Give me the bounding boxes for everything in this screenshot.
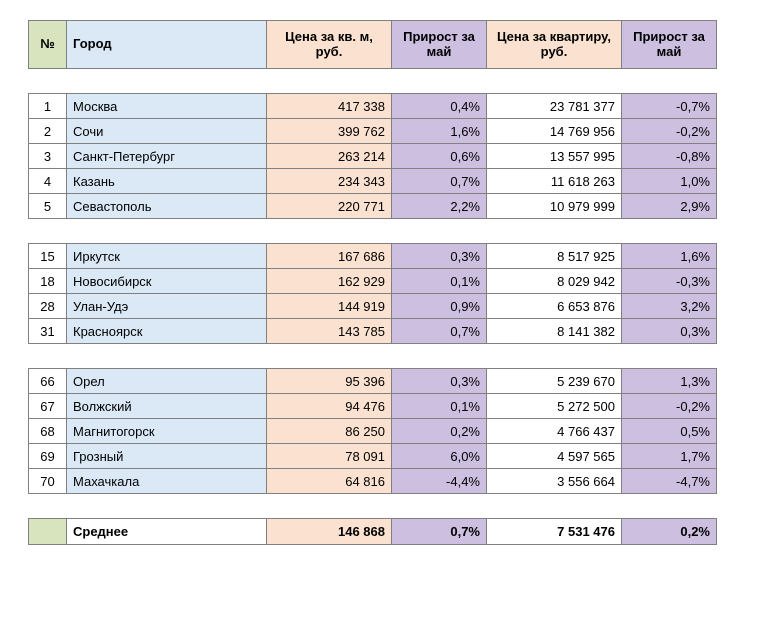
cell-price-sqm: 234 343 xyxy=(267,169,392,194)
table-row xyxy=(29,119,717,144)
cell-city: Санкт-Петербург xyxy=(67,144,267,169)
cell-growth-2: -0,2% xyxy=(622,119,717,144)
cell-price-flat: 5 272 500 xyxy=(487,394,622,419)
header-row xyxy=(29,21,717,69)
table-group-top-cities xyxy=(28,93,717,219)
cell-price-flat: 4 597 565 xyxy=(487,444,622,469)
cell-city: Иркутск xyxy=(67,244,267,269)
cell-number: 66 xyxy=(29,369,67,394)
average-cell-label: Среднее xyxy=(67,519,267,545)
cell-price-flat: 3 556 664 xyxy=(487,469,622,494)
cell-city: Волжский xyxy=(67,394,267,419)
gap-after-group-2 xyxy=(0,344,767,368)
cell-price-flat: 8 029 942 xyxy=(487,269,622,294)
table-row xyxy=(29,194,717,219)
cell-price-flat: 6 653 876 xyxy=(487,294,622,319)
header-cell-number: № xyxy=(29,21,67,69)
table-row xyxy=(29,419,717,444)
cell-number: 4 xyxy=(29,169,67,194)
cell-growth-2: 0,5% xyxy=(622,419,717,444)
cell-number: 2 xyxy=(29,119,67,144)
table-row xyxy=(29,369,717,394)
cell-city: Севастополь xyxy=(67,194,267,219)
table-row xyxy=(29,469,717,494)
table-row xyxy=(29,269,717,294)
cell-price-sqm: 64 816 xyxy=(267,469,392,494)
cell-number: 69 xyxy=(29,444,67,469)
cell-city: Махачкала xyxy=(67,469,267,494)
top-spacer xyxy=(0,0,767,20)
average-cell-price-flat: 7 531 476 xyxy=(487,519,622,545)
cell-price-sqm: 94 476 xyxy=(267,394,392,419)
cell-city: Грозный xyxy=(67,444,267,469)
cell-price-sqm: 167 686 xyxy=(267,244,392,269)
cell-number: 68 xyxy=(29,419,67,444)
cell-growth-1: -4,4% xyxy=(392,469,487,494)
cell-growth-2: 1,6% xyxy=(622,244,717,269)
cell-growth-1: 0,2% xyxy=(392,419,487,444)
cell-growth-2: 1,7% xyxy=(622,444,717,469)
cell-price-flat: 8 517 925 xyxy=(487,244,622,269)
cell-price-sqm: 417 338 xyxy=(267,94,392,119)
cell-growth-2: 3,2% xyxy=(622,294,717,319)
cell-price-flat: 11 618 263 xyxy=(487,169,622,194)
cell-number: 3 xyxy=(29,144,67,169)
cell-number: 1 xyxy=(29,94,67,119)
header-cell-city: Город xyxy=(67,21,267,69)
cell-city: Москва xyxy=(67,94,267,119)
table-row xyxy=(29,444,717,469)
cell-growth-2: -4,7% xyxy=(622,469,717,494)
cell-price-sqm: 263 214 xyxy=(267,144,392,169)
cell-price-sqm: 220 771 xyxy=(267,194,392,219)
cell-number: 31 xyxy=(29,319,67,344)
table-group-mid-cities xyxy=(28,243,717,344)
cell-growth-2: 2,9% xyxy=(622,194,717,219)
gap-after-header xyxy=(0,69,767,93)
cell-growth-1: 0,3% xyxy=(392,369,487,394)
table-row xyxy=(29,169,717,194)
header-cell-price-sqm: Цена за кв. м, руб. xyxy=(267,21,392,69)
table-group-low-cities xyxy=(28,368,717,494)
cell-number: 18 xyxy=(29,269,67,294)
table-row xyxy=(29,294,717,319)
table-row xyxy=(29,319,717,344)
average-cell-price-sqm: 146 868 xyxy=(267,519,392,545)
table-average-row xyxy=(28,518,717,545)
cell-price-flat: 8 141 382 xyxy=(487,319,622,344)
cell-growth-2: -0,3% xyxy=(622,269,717,294)
header-cell-price-flat: Цена за квартиру, руб. xyxy=(487,21,622,69)
cell-growth-2: 1,0% xyxy=(622,169,717,194)
cell-growth-1: 0,1% xyxy=(392,394,487,419)
cell-growth-1: 0,6% xyxy=(392,144,487,169)
cell-growth-1: 6,0% xyxy=(392,444,487,469)
average-cell-growth-1: 0,7% xyxy=(392,519,487,545)
cell-price-sqm: 399 762 xyxy=(267,119,392,144)
average-cell-growth-2: 0,2% xyxy=(622,519,717,545)
cell-growth-2: -0,7% xyxy=(622,94,717,119)
table-row xyxy=(29,94,717,119)
cell-price-flat: 13 557 995 xyxy=(487,144,622,169)
cell-city: Орел xyxy=(67,369,267,394)
cell-number: 70 xyxy=(29,469,67,494)
cell-price-flat: 10 979 999 xyxy=(487,194,622,219)
cell-price-flat: 14 769 956 xyxy=(487,119,622,144)
cell-number: 5 xyxy=(29,194,67,219)
cell-growth-1: 2,2% xyxy=(392,194,487,219)
header-cell-growth-may-2: Прирост за май xyxy=(622,21,717,69)
cell-city: Красноярск xyxy=(67,319,267,344)
cell-city: Новосибирск xyxy=(67,269,267,294)
cell-growth-1: 0,7% xyxy=(392,169,487,194)
cell-city: Сочи xyxy=(67,119,267,144)
table-header xyxy=(28,20,717,69)
gap-after-group-1 xyxy=(0,219,767,243)
cell-city: Магнитогорск xyxy=(67,419,267,444)
cell-price-sqm: 78 091 xyxy=(267,444,392,469)
cell-growth-2: 1,3% xyxy=(622,369,717,394)
cell-price-flat: 23 781 377 xyxy=(487,94,622,119)
cell-growth-1: 0,9% xyxy=(392,294,487,319)
cell-growth-1: 0,1% xyxy=(392,269,487,294)
cell-growth-2: 0,3% xyxy=(622,319,717,344)
cell-price-flat: 5 239 670 xyxy=(487,369,622,394)
cell-growth-2: -0,8% xyxy=(622,144,717,169)
average-row xyxy=(29,519,717,545)
table-row xyxy=(29,144,717,169)
cell-price-sqm: 86 250 xyxy=(267,419,392,444)
header-cell-growth-may-1: Прирост за май xyxy=(392,21,487,69)
cell-growth-1: 0,3% xyxy=(392,244,487,269)
cell-number: 15 xyxy=(29,244,67,269)
cell-price-sqm: 143 785 xyxy=(267,319,392,344)
cell-city: Улан-Удэ xyxy=(67,294,267,319)
cell-number: 67 xyxy=(29,394,67,419)
cell-growth-2: -0,2% xyxy=(622,394,717,419)
table-row xyxy=(29,394,717,419)
table-row xyxy=(29,244,717,269)
cell-city: Казань xyxy=(67,169,267,194)
cell-price-flat: 4 766 437 xyxy=(487,419,622,444)
average-cell-number xyxy=(29,519,67,545)
gap-before-average xyxy=(0,494,767,518)
cell-number: 28 xyxy=(29,294,67,319)
cell-price-sqm: 144 919 xyxy=(267,294,392,319)
cell-growth-1: 0,7% xyxy=(392,319,487,344)
cell-price-sqm: 95 396 xyxy=(267,369,392,394)
cell-growth-1: 1,6% xyxy=(392,119,487,144)
cell-growth-1: 0,4% xyxy=(392,94,487,119)
cell-price-sqm: 162 929 xyxy=(267,269,392,294)
